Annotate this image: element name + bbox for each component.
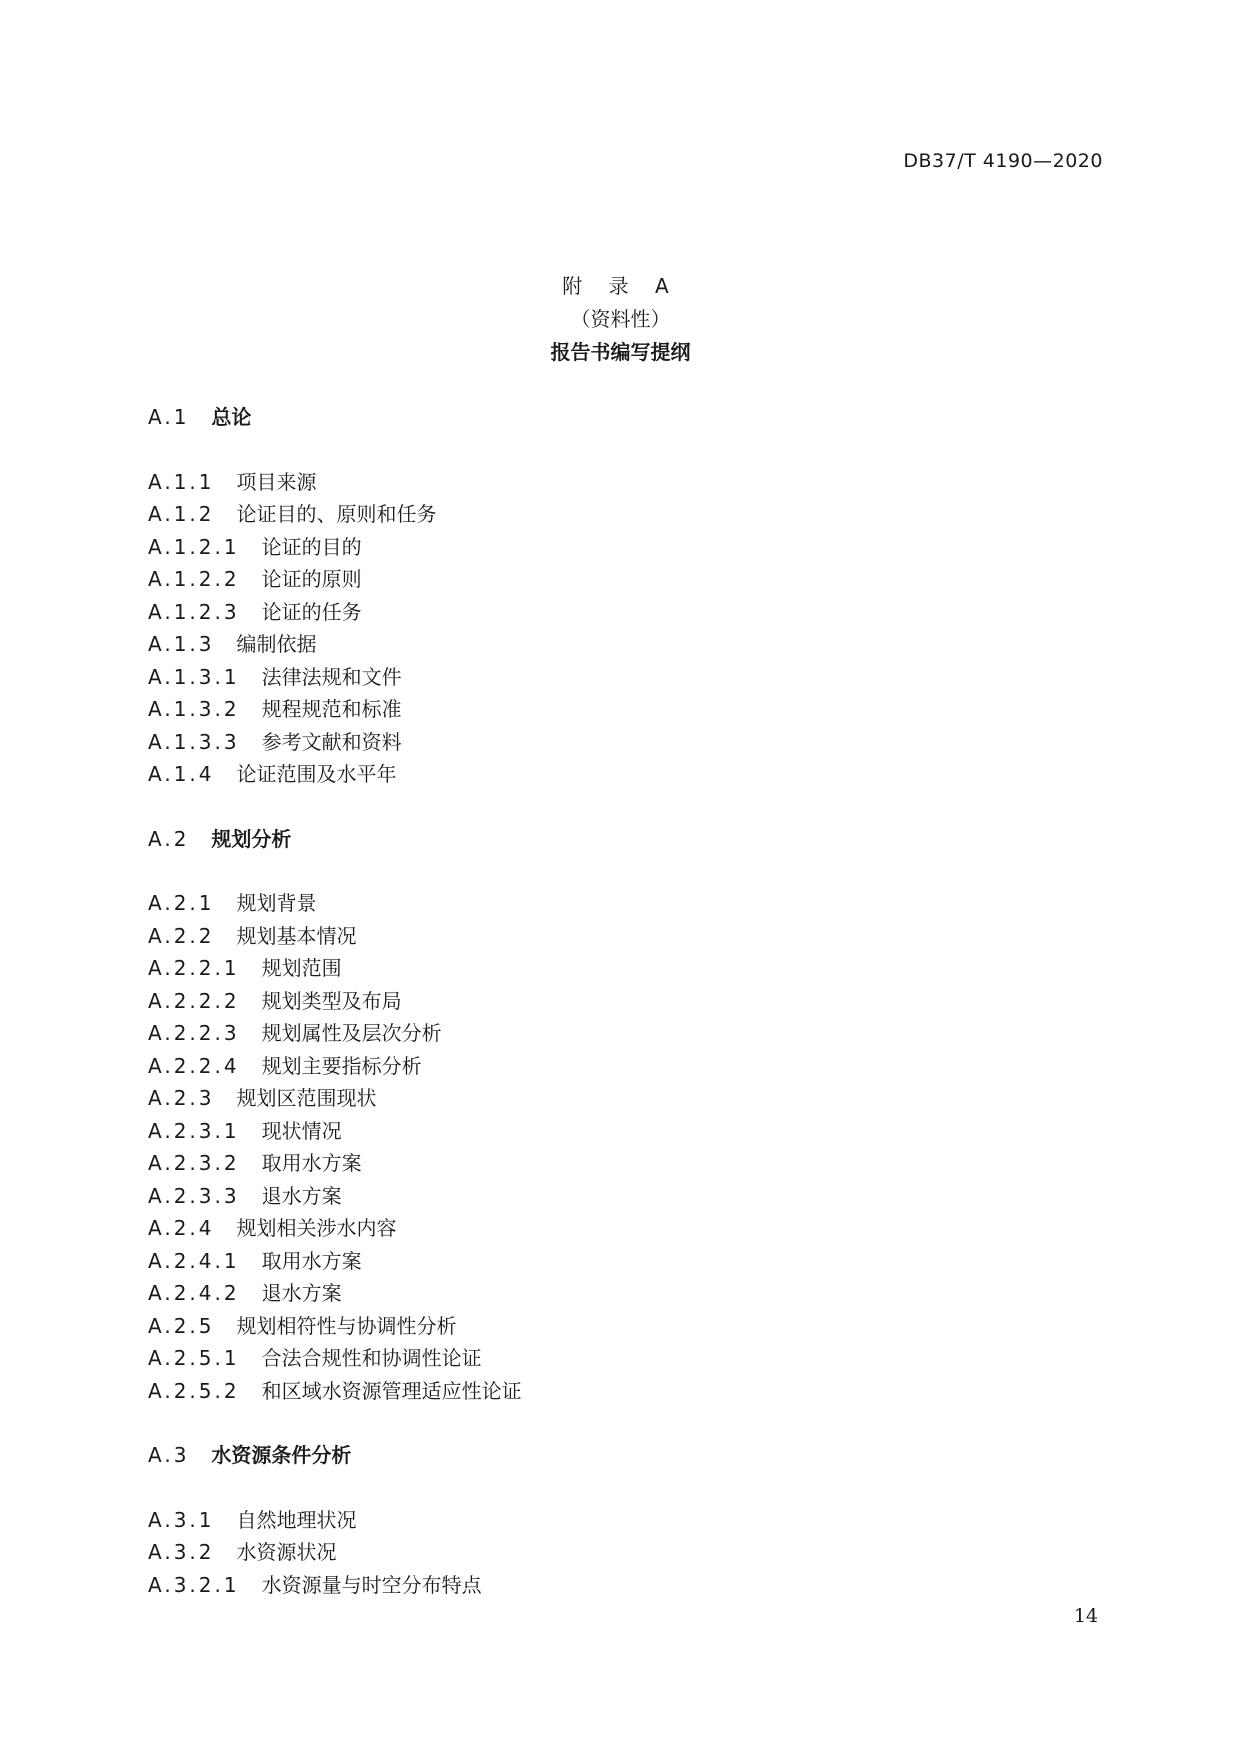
outline-item-label: 退水方案 (261, 1281, 342, 1305)
outline-item-label: 规划分析 (211, 826, 292, 851)
outline-item (148, 726, 1048, 759)
outline-item-number: A.1.2.1 (148, 534, 240, 559)
outline-item-number: A.2.3 (148, 1086, 215, 1110)
outline-item-label: 规划类型及布局 (261, 988, 402, 1013)
outline-item (148, 531, 1048, 564)
outline-item-label: 自然地理状况 (236, 1507, 357, 1532)
outline-item (148, 1504, 1048, 1537)
outline-item-label: 和区域水资源管理适应性论证 (261, 1378, 522, 1403)
outline-item (148, 596, 1048, 629)
outline-item-number: A.2.1 (148, 891, 215, 915)
outline-item-label: 规划主要指标分析 (261, 1053, 422, 1078)
outline-item-label: 论证的任务 (261, 599, 362, 624)
outline-item-label: 论证范围及水平年 (236, 762, 397, 786)
outline-item (148, 887, 1048, 920)
outline-item-number: A.1.3.3 (148, 729, 240, 754)
outline-item-label: 取用水方案 (261, 1151, 362, 1175)
outline-item-number: A.3.1 (148, 1507, 215, 1532)
outline-item-label: 总论 (211, 405, 252, 429)
outline-item (148, 1375, 1048, 1408)
outline-item-number: A.2.5.2 (148, 1378, 240, 1403)
outline-item-number: A.2.2 (148, 923, 215, 948)
outline-item-number: A.1.2 (148, 502, 215, 526)
outline-item-number: A.3.2 (148, 1540, 215, 1564)
outline-item-number: A.2.5 (148, 1313, 215, 1338)
outline-item-number: A.2.2.2 (148, 988, 240, 1013)
outline-item-label: 论证的原则 (261, 567, 362, 591)
outline-item-number: A.2.4.1 (148, 1248, 240, 1273)
outline-item-number: A.1.1 (148, 469, 215, 494)
outline-item-number: A.2.5.1 (148, 1346, 240, 1370)
outline-item-number: A.2 (148, 826, 190, 851)
outline-item (148, 466, 1048, 499)
outline-item-number: A.1.3.1 (148, 664, 240, 689)
outline-item-label: 水资源状况 (236, 1540, 337, 1564)
outline-item (148, 563, 1048, 596)
outline-item-number: A.1 (148, 405, 190, 429)
outline-item-label: 参考文献和资料 (261, 729, 402, 754)
outline-item (148, 1342, 1048, 1375)
outline-item-label: 规划基本情况 (236, 923, 357, 948)
outline-item (148, 985, 1048, 1018)
outline-item-number: A.2.3.2 (148, 1151, 240, 1175)
outline-item (148, 498, 1048, 531)
outline-item (148, 1212, 1048, 1245)
report-outline (148, 401, 1048, 1601)
outline-item-number: A.1.2.2 (148, 567, 240, 591)
outline-item (148, 952, 1048, 985)
outline-item-label: 法律法规和文件 (261, 664, 402, 689)
outline-item (148, 920, 1048, 953)
outline-item (148, 758, 1048, 791)
outline-item-number: A.1.4 (148, 762, 215, 786)
outline-item (148, 1017, 1048, 1050)
outline-item-label: 规划相符性与协调性分析 (236, 1313, 457, 1338)
outline-item-label: 规划背景 (236, 891, 317, 915)
outline-item-number: A.2.3.1 (148, 1118, 240, 1143)
outline-item-number: A.1.2.3 (148, 599, 240, 624)
outline-item-label: 规划范围 (261, 956, 342, 980)
outline-section-heading (148, 1439, 1048, 1472)
outline-item-label: 水资源量与时空分布特点 (261, 1572, 482, 1597)
outline-item (148, 1147, 1048, 1180)
outline-item-number: A.2.4.2 (148, 1281, 240, 1305)
outline-item (148, 693, 1048, 726)
outline-item (148, 1115, 1048, 1148)
outline-item-number: A.1.3.2 (148, 697, 240, 721)
outline-item-number: A.3 (148, 1443, 190, 1467)
appendix-nature: （资料性） (570, 307, 671, 331)
outline-item-label: 项目来源 (236, 469, 317, 494)
outline-item-label: 合法合规性和协调性论证 (261, 1346, 482, 1370)
outline-item-number: A.3.2.1 (148, 1572, 240, 1597)
outline-item-label: 编制依据 (236, 632, 317, 656)
outline-item (148, 1536, 1048, 1569)
appendix-main-title: 报告书编写提纲 (550, 340, 691, 364)
appendix-title-block (0, 270, 1241, 369)
outline-item (148, 1310, 1048, 1343)
outline-item (148, 1245, 1048, 1278)
outline-item-label: 论证目的、原则和任务 (236, 502, 437, 526)
outline-item-label: 水资源条件分析 (211, 1443, 352, 1467)
outline-section-heading (148, 823, 1048, 856)
outline-item-number: A.2.2.4 (148, 1053, 240, 1078)
outline-item (148, 1082, 1048, 1115)
appendix-heading: 附 录 A (562, 274, 679, 298)
outline-section-heading (148, 401, 1048, 434)
outline-item-label: 退水方案 (261, 1183, 342, 1208)
outline-item-label: 规程规范和标准 (261, 697, 402, 721)
outline-item-label: 规划相关涉水内容 (236, 1216, 397, 1240)
outline-item-label: 取用水方案 (261, 1248, 362, 1273)
outline-item (148, 628, 1048, 661)
outline-item-number: A.2.2.3 (148, 1021, 240, 1045)
outline-item (148, 1050, 1048, 1083)
outline-item-number: A.2.3.3 (148, 1183, 240, 1208)
outline-item-label: 规划属性及层次分析 (261, 1021, 442, 1045)
outline-item (148, 1277, 1048, 1310)
outline-item-number: A.2.2.1 (148, 956, 240, 980)
outline-item-label: 规划区范围现状 (236, 1086, 377, 1110)
outline-item (148, 661, 1048, 694)
outline-item-number: A.1.3 (148, 632, 215, 656)
outline-item (148, 1180, 1048, 1213)
outline-item-label: 论证的目的 (261, 534, 362, 559)
outline-item-number: A.2.4 (148, 1216, 215, 1240)
outline-item (148, 1569, 1048, 1602)
page-number: 14 (1073, 1605, 1098, 1627)
document-code: DB37/T 4190—2020 (903, 150, 1103, 172)
outline-item-label: 现状情况 (261, 1118, 342, 1143)
